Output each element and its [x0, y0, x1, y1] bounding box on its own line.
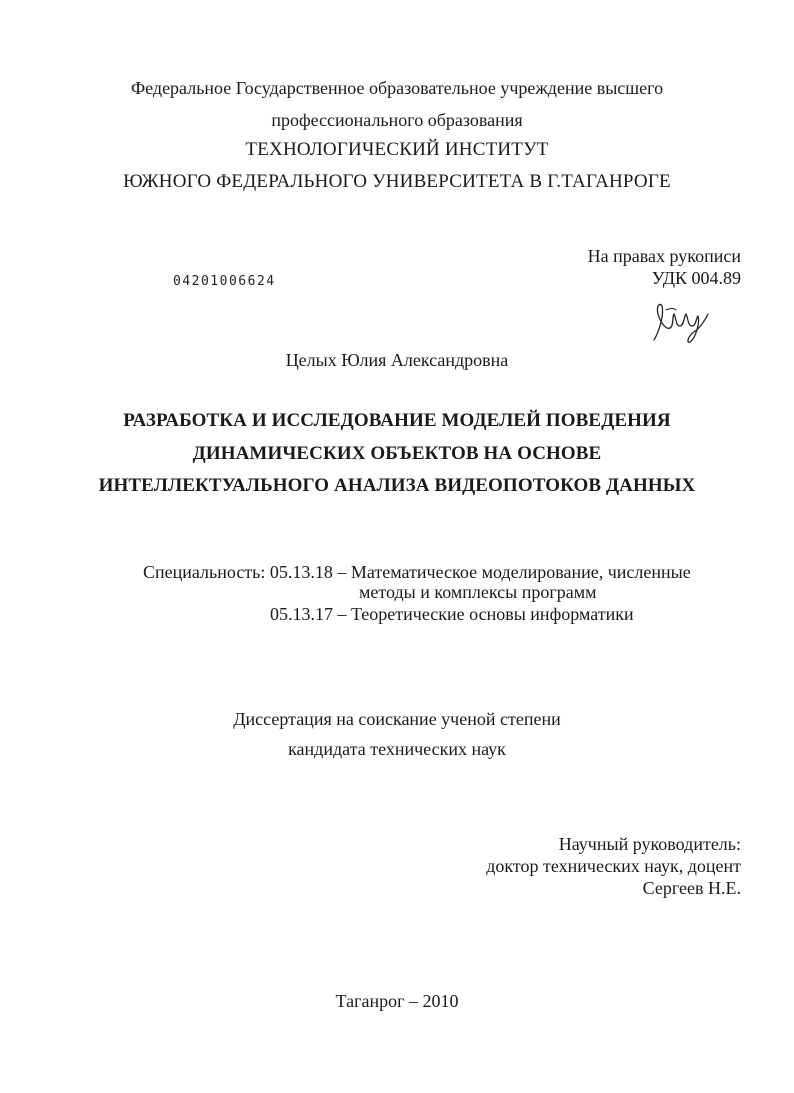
title-line-2: ДИНАМИЧЕСКИХ ОБЪЕКТОВ НА ОСНОВЕ [192, 443, 602, 464]
author-name: Целых Юлия Александровна [285, 350, 509, 370]
manuscript-rights: На правах рукописи [587, 246, 741, 266]
header-line-institution-type: Федеральное Государственное образовательное учреждение высшего [130, 78, 664, 98]
header-line-education: профессионального образования [271, 110, 523, 130]
supervisor-label: Научный руководитель: [558, 834, 741, 854]
header-line-university: ЮЖНОГО ФЕДЕРАЛЬНОГО УНИВЕРСИТЕТА В Г.ТАГАНРОГЕ [123, 171, 671, 192]
dissertation-line-2: кандидата технических наук [288, 739, 506, 759]
dissertation-line-1: Диссертация на соискание ученой степени [233, 709, 561, 729]
supervisor-name: Сергеев Н.Е. [642, 878, 741, 898]
supervisor-degree: доктор технических наук, доцент [486, 856, 741, 876]
title-line-3: ИНТЕЛЛЕКТУАЛЬНОГО АНАЛИЗА ВИДЕОПОТОКОВ ДАННЫХ [98, 475, 696, 496]
header-line-institute: ТЕХНОЛОГИЧЕСКИЙ ИНСТИТУТ [245, 139, 549, 160]
registration-code: 04201006624 [173, 274, 276, 289]
signature-icon [646, 300, 716, 346]
specialty-line-1: Специальность: 05.13.18 – Математическое моделирование, численные [143, 562, 691, 582]
udk-code: УДК 004.89 [651, 268, 741, 288]
title-line-1: РАЗРАБОТКА И ИССЛЕДОВАНИЕ МОДЕЛЕЙ ПОВЕДЕНИЯ [123, 410, 671, 431]
city-year: Таганрог – 2010 [335, 991, 459, 1011]
specialty-line-2: методы и комплексы программ [359, 582, 597, 602]
specialty-line-3: 05.13.17 – Теоретические основы информатики [270, 604, 634, 624]
